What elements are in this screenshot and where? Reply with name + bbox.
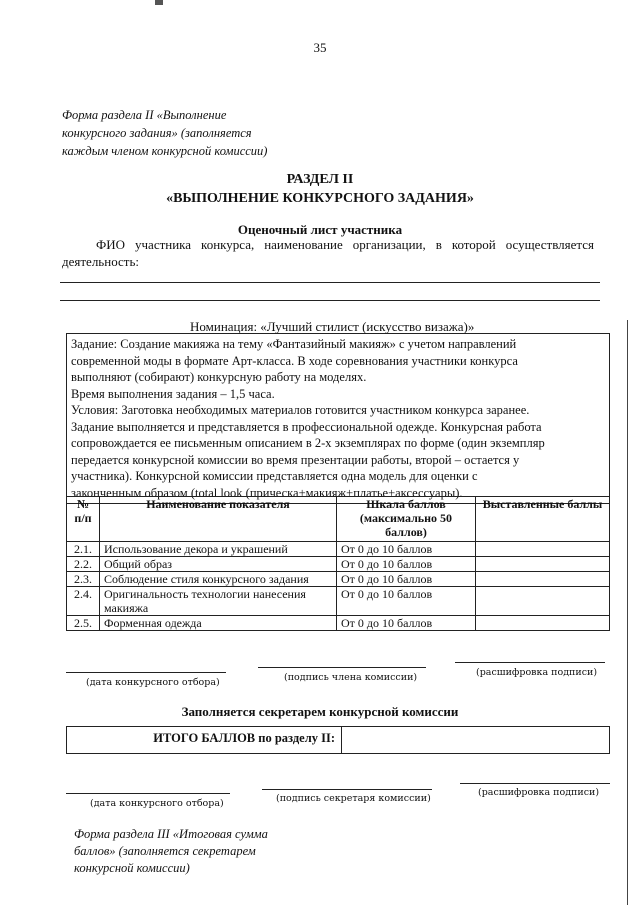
task-line: Условия: Заготовка необходимых материалов готовится участником конкурса заранее. xyxy=(71,403,530,417)
header-name: Наименование показателя xyxy=(100,497,337,542)
form-note-line: каждым членом конкурсной комиссии) xyxy=(62,144,268,158)
row-score-cell[interactable] xyxy=(476,542,610,557)
task-line: законченным образом (total look (прическа+макияж+платье+аксессуары). xyxy=(71,485,463,500)
fill-line xyxy=(60,282,600,283)
row-scale: От 0 до 10 баллов xyxy=(337,587,476,616)
date-signature-line xyxy=(66,672,226,673)
table-row xyxy=(67,557,610,572)
header-scale: Шкала баллов (максимально 50 баллов) xyxy=(337,497,476,542)
row-scale: От 0 до 10 баллов xyxy=(337,616,476,631)
row-name: Общий образ xyxy=(100,557,337,572)
form-note-line: конкурсного задания» (заполняется xyxy=(62,126,252,140)
sheet-title: Оценочный лист участника xyxy=(237,222,403,237)
task-line: сопровождается ее письменным описанием в 2-х экземплярах по форме (один экземпляр xyxy=(71,436,545,450)
row-num: 2.1. xyxy=(67,542,100,557)
task-line: Задание: Создание макияжа на тему «Фантазийный макияж» с учетом направлений xyxy=(71,337,517,351)
table-header-row xyxy=(67,497,610,542)
row-score-cell[interactable] xyxy=(476,557,610,572)
section-title-line1: РАЗДЕЛ II xyxy=(286,172,354,187)
date-label: (дата конкурсного отбора) xyxy=(90,798,224,809)
fill-line xyxy=(60,300,600,301)
form-note-line: баллов» (заполняется секретарем xyxy=(74,844,256,858)
table-row xyxy=(67,572,610,587)
date-signature-line xyxy=(66,793,230,794)
form-note-line: Форма раздела III «Итоговая сумма xyxy=(74,827,268,841)
row-num: 2.4. xyxy=(67,587,100,616)
task-description-box xyxy=(66,333,610,504)
secretary-title: Заполняется секретарем конкурсной комиссии xyxy=(181,704,459,719)
decode-signature-line xyxy=(455,662,605,663)
table-row xyxy=(67,587,610,616)
table-row xyxy=(67,616,610,631)
row-score-cell[interactable] xyxy=(476,587,610,616)
row-scale: От 0 до 10 баллов xyxy=(337,557,476,572)
row-num: 2.3. xyxy=(67,572,100,587)
secretary-signature-line xyxy=(262,789,432,790)
task-line: Задание выполняется и представляется в профессиональной одежде. Конкурсная работа xyxy=(71,419,542,434)
decode-signature-line xyxy=(460,783,610,784)
row-name: Соблюдение стиля конкурсного задания xyxy=(100,572,337,587)
row-score-cell[interactable] xyxy=(476,572,610,587)
form-note-bottom xyxy=(74,826,268,877)
task-line: участника). Конкурсной комиссии представляется одна модель для оценки с xyxy=(71,469,478,483)
page-number: 35 xyxy=(313,40,327,55)
secretary-signature-label: (подпись секретаря комиссии) xyxy=(276,793,431,804)
task-line: Время выполнения задания – 1,5 часа. xyxy=(71,386,275,401)
form-note-top xyxy=(62,106,267,160)
member-signature-line xyxy=(258,667,426,668)
header-num: № п/п xyxy=(67,497,100,542)
row-num: 2.2. xyxy=(67,557,100,572)
total-label: ИТОГО БАЛЛОВ по разделу II: xyxy=(66,726,342,754)
row-name: Использование декора и украшений xyxy=(100,542,337,557)
total-value-field[interactable] xyxy=(343,727,609,753)
row-name: Оригинальность технологии нанесения макияжа xyxy=(100,587,337,616)
form-note-line: конкурсной комиссии) xyxy=(74,861,190,875)
form-note-line: Форма раздела II «Выполнение xyxy=(62,108,227,122)
member-signature-label: (подпись члена комиссии) xyxy=(284,672,418,683)
nomination: Номинация: «Лучший стилист (искусство визажа)» xyxy=(190,319,475,334)
date-label: (дата конкурсного отбора) xyxy=(86,677,220,688)
table-row xyxy=(67,542,610,557)
section-title-line2: «ВЫПОЛНЕНИЕ КОНКУРСНОГО ЗАДАНИЯ» xyxy=(166,191,474,206)
row-score-cell[interactable] xyxy=(476,616,610,631)
section-title xyxy=(0,170,640,208)
fio-text: ФИО участника конкурса, наименование организации, в которой осуществляется деятельность: xyxy=(62,237,594,269)
score-table xyxy=(66,496,610,631)
decode-label: (расшифровка подписи) xyxy=(476,667,598,678)
scan-mark xyxy=(155,0,163,5)
row-num: 2.5. xyxy=(67,616,100,631)
task-line: современной моды в формате Арт-класса. В ходе соревнования участники конкурса xyxy=(71,353,518,368)
row-scale: От 0 до 10 баллов xyxy=(337,542,476,557)
row-scale: От 0 до 10 баллов xyxy=(337,572,476,587)
header-score: Выставленные баллы xyxy=(476,497,610,542)
decode-label: (расшифровка подписи) xyxy=(478,787,600,798)
row-name: Форменная одежда xyxy=(100,616,337,631)
scan-edge-line xyxy=(627,320,628,905)
task-line: передается конкурсной комиссии во время презентации работы, второй – остается у xyxy=(71,452,520,467)
task-line: выполняют (собирают) конкурсную работу на моделях. xyxy=(71,370,367,384)
